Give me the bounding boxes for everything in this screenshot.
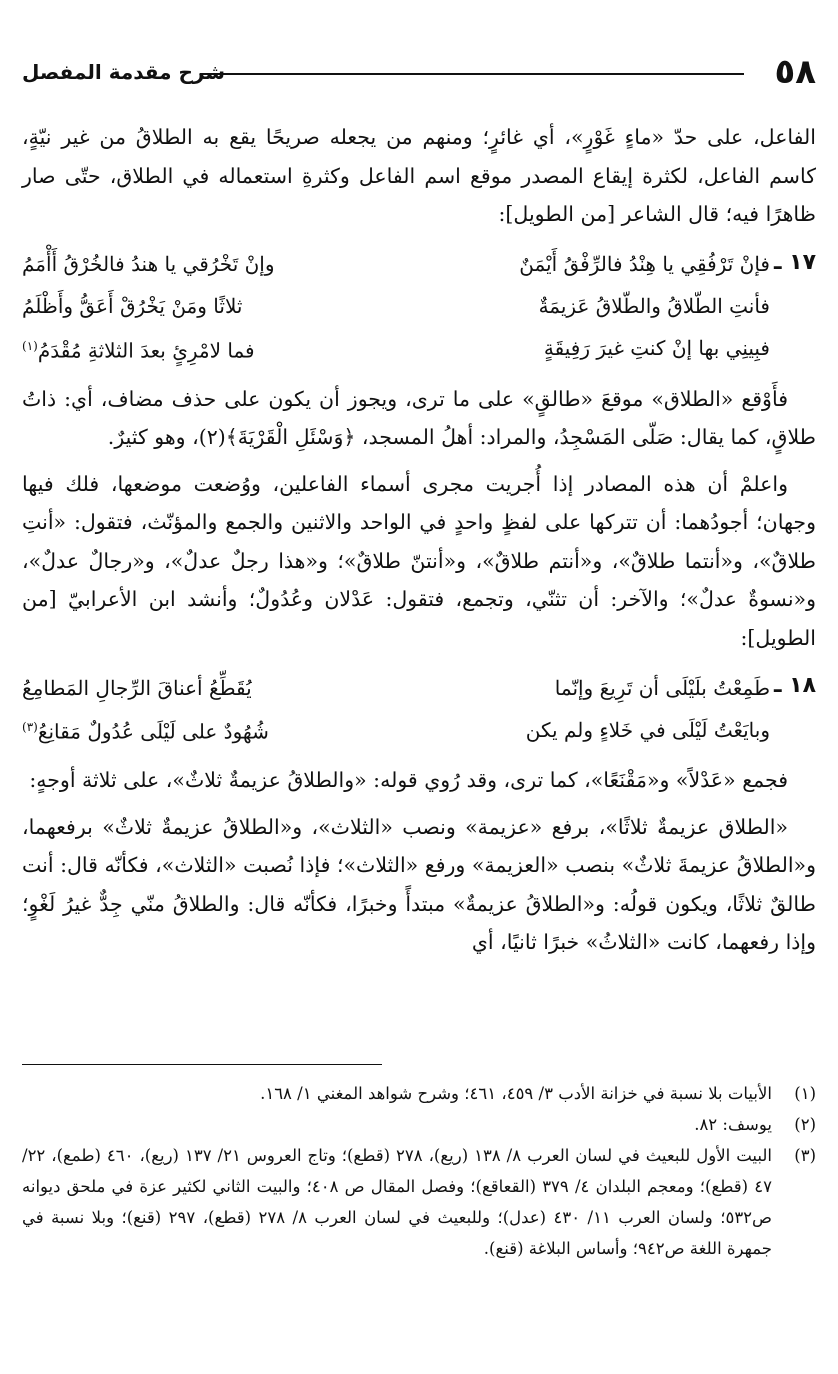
- main-text: [22, 118, 816, 962]
- verse-row: [22, 286, 816, 328]
- poem-17: [22, 244, 816, 370]
- footnote-text: البيت الأول للبعيث في لسان العرب ٨/ ١٣٨ (ريع)، ٢٧٨ (قطع)؛ وتاج العروس ٢١/ ١٣٧ (ريع)، ٤٦٠ (طمع)، ٢٢/ ٤٧ (قطع)؛ ومعجم البلدان ٤/ ٣٧٩ (القعاقع)؛ وفصل المقال ص ٤٠٨؛ والبيت الثاني لكثير عزة في ملحق ديوانه ص٥٣٢؛ ولسان العرب ١١/ ٤٣٠ (عدل)؛ وللبعيث في لسان العرب ٨/ ٢٧٨ (قطع)، ٢٩٧ (قنع)؛ وبلا نسبة في جمهرة اللغة ص٩٤٢؛ وأساس البلاغة (قنع).: [22, 1146, 772, 1258]
- page-header: [22, 52, 816, 92]
- footnote-reference: (١): [22, 338, 38, 353]
- verse-second-text: شُهُودٌ على لَيْلَى عُدُولٌ مَقانِعُ: [37, 720, 269, 745]
- poem-number-18: ١٨ ـ: [773, 673, 816, 698]
- verse-second-hemistich: [22, 327, 426, 370]
- verse-first-hemistich: طَمِعْتُ بلَيْلَى أن تَرِيعَ وإنّما: [554, 675, 770, 700]
- poem-18: [22, 667, 816, 751]
- paragraph-1: الفاعل، على حدّ «ماءٍ غَوْرٍ»، أي غائرٍ؛ ومنهم من يجعله صريحًا يقع به الطلاقُ من غير نيّةٍ، كاسم الفاعل، لكثرة إيقاع المصدر موقع اسم الفاعل وكثرةِ استعماله في الطلاق، حتّى صار ظاهرًا فيه؛ قال الشاعر [من الطويل]:: [22, 125, 816, 226]
- header-rule: [200, 73, 744, 75]
- verse-second-hemistich: ثلاثًا ومَنْ يَخْرُقْ أَعَقُّ وأَظْلَمُ: [22, 294, 243, 319]
- verse-first-hemistich: فإنْ تَرْفُقِي يا هِنْدُ فالرِّفْقُ أَيْمَنٌ: [519, 252, 770, 277]
- verse-second-hemistich: وإنْ تَخْرُقي يا هندُ فالخُرْقُ أَأْمَمُ: [22, 252, 275, 277]
- paragraph-4: فجمع «عَدْلاً» و«مَقْنَعًا»، كما ترى، وقد رُوي قوله: «والطلاقُ عزيمةٌ ثلاثٌ»، على ثلاثة أوجهٍ:: [29, 768, 788, 792]
- footnote-text: يوسف: ٨٢.: [694, 1115, 772, 1134]
- footnote-3: [22, 1140, 816, 1264]
- paragraph-2: فأَوْقع «الطلاق» موقعَ «طالقٍ» على ما ترى، ويجوز أن يكون على حذف مضاف، أي: ذاتُ طلاقٍ، كما يقال: صَلّى المَسْجِدُ، والمراد: أهلُ المسجد، ﴿وَسْئَلِ الْقَرْيَةَ﴾(٢)، وهو كثيرٌ.: [22, 386, 816, 449]
- verse-second-text: فما لامْرِئٍ بعدَ الثلاثةِ مُقْدَمُ: [37, 338, 255, 363]
- paragraph-5: «الطلاق عزيمةٌ ثلاثًا»، برفع «عزيمة» ونصب «الثلاث»، و«الطلاقُ عزيمةٌ ثلاثٌ» برفعهما، و«الطلاقُ عزيمةَ ثلاثٌ» بنصب «العزيمة» ورفع «الثلاث»؛ فإذا نُصبت «الثلاث»، فكأنّه قال: أنت طالقٌ ثلاثًا، ويكون قولُه: و«الطلاقُ عزيمةٌ» مبتدأً وخبرًا، فكأنّه قال: والطلاقُ منّي جِدٌّ غيرُ لَغْوٍ؛ وإذا رفعهما، كانت «الثلاثُ» خبرًا ثانيًا، أي: [22, 814, 816, 954]
- verse-first-hemistich: فأنتِ الطّلاقُ والطّلاقُ عَزيمَةٌ: [538, 294, 770, 319]
- footnote-number: (٣): [794, 1146, 816, 1165]
- footnote-1: [22, 1078, 816, 1109]
- footnote-text: الأبيات بلا نسبة في خزانة الأدب ٣/ ٤٥٩، ٤٦١؛ وشرح شواهد المغني ١/ ١٦٨.: [260, 1084, 772, 1103]
- verse-second-hemistich: [22, 708, 426, 751]
- footnote-2: [22, 1109, 816, 1140]
- footnote-separator: [22, 1064, 382, 1065]
- verse-row: [22, 709, 816, 751]
- verse-first-hemistich: فبِينِي بها إنْ كنتِ غيرَ رَفِيقَةٍ: [543, 336, 770, 361]
- footnote-number: (١): [794, 1084, 816, 1103]
- verse-row: [22, 328, 816, 370]
- running-title: شرح مقدمة المفصل: [22, 60, 226, 84]
- verse-second-hemistich: يُقَطِّعُ أعناقَ الرِّجالِ المَطامِعُ: [22, 675, 252, 700]
- page-number: ٥٨: [774, 52, 816, 92]
- footnotes: [22, 1078, 816, 1264]
- verse-row: [22, 244, 816, 286]
- poem-number-17: ١٧ ـ: [773, 249, 816, 275]
- verse-first-hemistich: وبايَعْتُ لَيْلَى في خَلاءٍ ولم يكن: [525, 717, 770, 742]
- footnote-reference: (٣): [22, 720, 38, 735]
- paragraph-3: واعلمْ أن هذه المصادر إذا أُجريت مجرى أسماء الفاعلين، ووُضعت موضعها، فلك فيها وجهان؛ أجودُهما: أن تتركها على لفظٍ واحدٍ في الواحد والاثنين والجمع والمؤنّث، فتقول: «أنتِ طلاقٌ»، و«أنتما طلاقٌ»، و«أنتم طلاقٌ»، و«أنتنّ طلاقٌ»؛ و«هذا رجلٌ عدلٌ»، و«رجالٌ عدلٌ»، و«نسوةٌ عدلٌ»؛ والآخر: أن تثنّي، وتجمع، فتقول: عَدْلان وعُدُولٌ؛ وأنشد ابن الأعرابيّ [من الطويل]:: [22, 471, 816, 650]
- verse-row: [22, 667, 816, 709]
- footnote-number: (٢): [794, 1115, 816, 1134]
